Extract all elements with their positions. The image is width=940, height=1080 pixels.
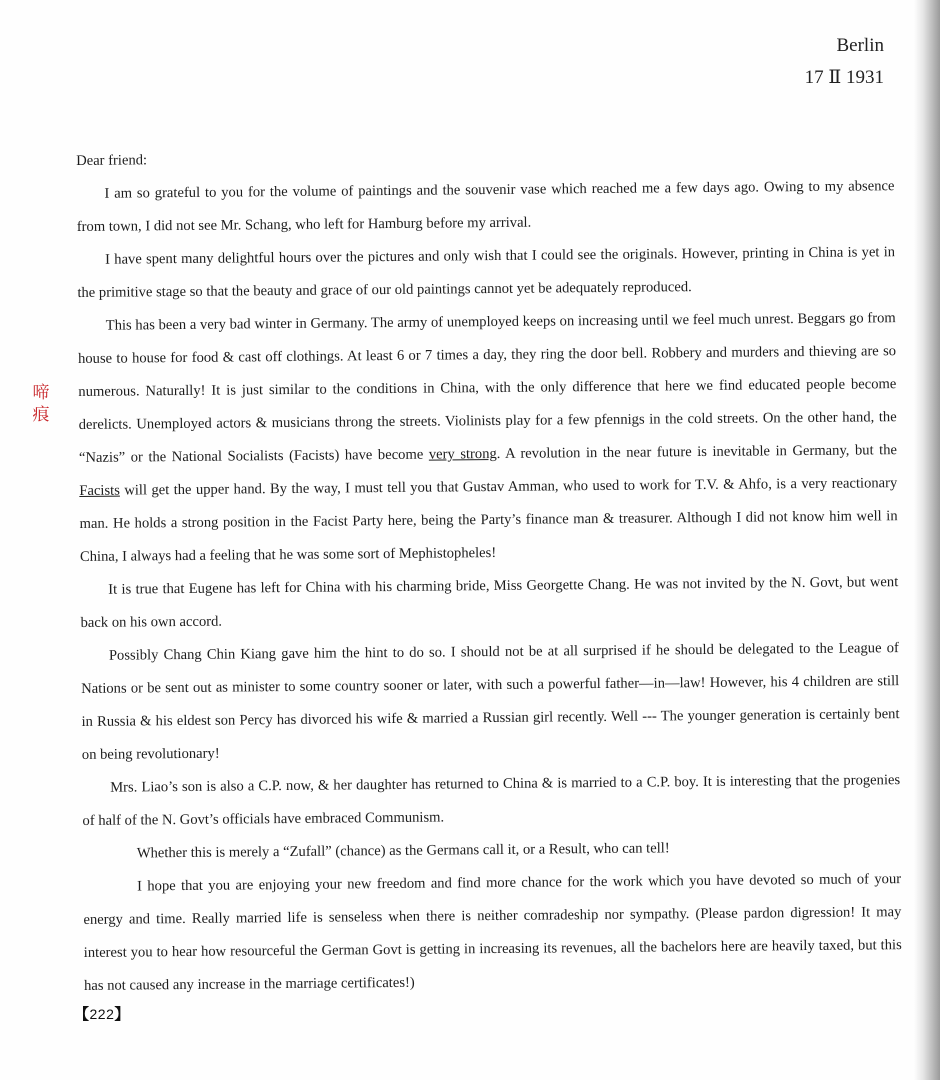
paragraph-4: It is true that Eugene has left for China with his charming bride, Miss Georgette Chang. He was not invited by the N. Govt, but went back on his own accord.	[80, 574, 899, 631]
paragraph-3-text-a: This has been a very bad winter in Germany. The army of unemployed keeps on increasing until we feel much unrest. Beggars go from house to house for food & cast off clothings. At least 6 or 7 times a day, they ring the door bell. Robbery and murders and thieving are so numerous. Naturally! It is just similar to the conditions in China, with the only difference that here we find educated people become derelicts. Unemployed actors & musicians throng the streets. Violinists play for a few pfennigs in the cold streets. On the other hand, the “Nazis” or the National Socialists (Facists) have become	[77, 310, 897, 466]
margin-chinese-annotation: 啼痕	[32, 383, 50, 425]
page-number	[74, 1003, 130, 1024]
letterhead	[805, 30, 884, 94]
page-number-close-bracket: 】	[114, 1006, 130, 1023]
paragraph-1: I am so grateful to you for the volume of paintings and the souvenir vase which reached me a few days ago. Owing to my absence from town, I did not see Mr. Schang, who left for Hamburg before my arrival.	[76, 178, 895, 235]
letter-date: 17 Ⅱ 1931	[804, 67, 884, 88]
paragraph-3	[78, 302, 898, 574]
paragraph-3-text-b: . A revolution in the near future is inevitable in Germany, but the	[496, 442, 898, 462]
paragraph-8: I hope that you are enjoying your new freedom and find more chance for the work which you have devoted so much of your energy and time. Really married life is senseless when there is neither comradeship nor sympathy. (Please pardon digression! It may interest you to hear how resourceful the German Govt is getting in increasing its revenues, all the bachelors here are heavily taxed, but this has not caused any increase in the marriage certificates!)	[83, 871, 902, 994]
paragraph-2: I have spent many delightful hours over the pictures and only wish that I could see the originals. However, printing in China is yet in the primitive stage so that the beauty and grace of our old paintings cannot yet be adequately reproduced.	[77, 244, 896, 301]
letter-body	[76, 137, 902, 1003]
paragraph-7: Whether this is merely a “Zufall” (chance) as the Germans call it, or a Result, who can tell!	[136, 840, 670, 862]
letter-place: Berlin	[836, 35, 884, 56]
underlined-facists: Facists	[79, 482, 120, 499]
paragraph-6: Mrs. Liao’s son is also a C.P. now, & her daughter has returned to China & is married to a C.P. boy. It is interesting that the progenies of half of the N. Govt’s officials have embraced Communism.	[82, 772, 901, 829]
paragraph-5: Possibly Chang Chin Kiang gave him the hint to do so. I should not be at all surprised if he should be delegated to the League of Nations or be sent out as minister to some country sooner or later, with such a powerful father—in—law! However, his 4 children are still in Russia & his eldest son Percy has divorced his wife & married a Russian girl recently. Well --- The younger generation is certainly bent on being revolutionary!	[81, 640, 900, 763]
book-binding-shadow	[914, 0, 940, 1080]
page-number-value: 222	[89, 1006, 115, 1022]
salutation: Dear friend:	[76, 152, 148, 169]
paragraph-3-text-c: will get the upper hand. By the way, I must tell you that Gustav Amman, who used to work for T.V. & Ahfo, is a very reactionary man. He holds a strong position in the Facist Party here, being the Party’s finance man & treasurer. Although I did not know him well in China, I always had a feeling that he was some sort of Mephistopheles!	[79, 475, 898, 565]
page-number-open-bracket: 【	[74, 1006, 90, 1023]
underlined-very-strong: very strong	[428, 445, 497, 463]
